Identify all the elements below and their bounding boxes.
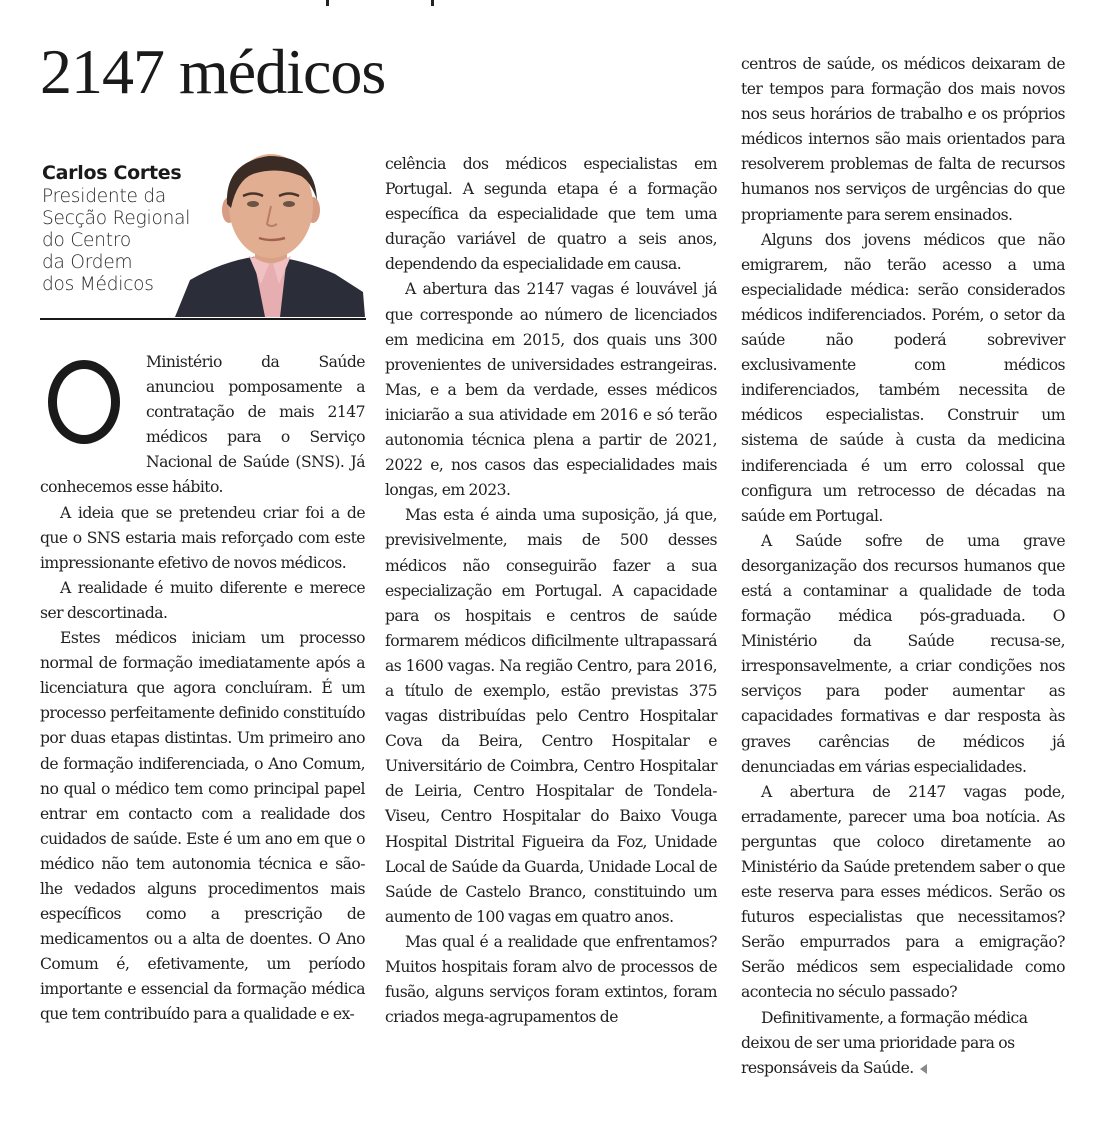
author-divider <box>40 318 366 320</box>
article-paragraph: A abertura de 2147 vagas pode, erradamente, parecer uma boa notícia. As perguntas que coloco diretamente ao Ministério da Saúde pretendem saber o que este reserva para esses médicos. Serão os futuros especialistas que necessitamos? Serão empurrados para a emigração? Serão médicos sem especialidade como acontecia no século passado? <box>741 782 1065 1002</box>
article-paragraph <box>741 1006 1065 1081</box>
author-photo <box>165 152 365 317</box>
author-portrait-illustration <box>165 152 365 317</box>
article-paragraph: A realidade é muito diferente e merece ser descortinada. <box>40 578 365 622</box>
article-paragraph: celência dos médicos especialistas em Portugal. A segunda etapa é a formação específica da especialidade que tem uma duração variável de quatro a seis anos, dependendo da especialidade em causa. <box>385 155 717 274</box>
article-paragraph: Mas qual é a realidade que enfrentamos? Muitos hospitais foram alvo de processos de fusão, alguns serviços foram extintos, foram criados mega-agrupamentos de <box>385 932 717 1027</box>
author-role-line: da Ordem <box>42 252 133 273</box>
article-paragraph: A abertura das 2147 vagas é louvável já que corresponde ao número de licenciados em medicina em 2015, dos quais uns 300 provenientes de universidades estrangeiras. Mas, e a bem da verdade, esses médicos iniciarão a sua atividade em 2016 e só terão autonomia técnica plena a partir de 2021, 2022 e, nos casos das especialidades mais longas, em 2023. <box>385 280 717 500</box>
paragraph-text: Definitivamente, a formação médica deixou de ser uma prioridade para os responsáveis da Saúde. <box>741 1008 1028 1077</box>
top-edge-marks <box>0 0 1096 8</box>
author-box <box>40 150 366 322</box>
author-role-line: Secção Regional <box>42 208 191 229</box>
drop-cap <box>40 352 138 452</box>
cropped-mark <box>431 0 434 6</box>
article-paragraph: A ideia que se pretendeu criar foi a de que o SNS estaria mais reforçado com este impressionante efetivo de novos médicos. <box>40 503 365 572</box>
article-paragraph: Mas esta é ainda uma suposição, já que, previsivelmente, mais de 500 desses médicos não conseguirão fazer a sua especialização em Portugal. A capacidade para os hospitais e centros de saúde formarem médicos dificilmente ultrapassará as 1600 vagas. Na região Centro, para 2016, a título de exemplo, estão previstas 375 vagas distribuídas pelo Centro Hospitalar Cova da Beira, Centro Hospitalar e Universitário de Coimbra, Centro Hospitalar de Leiria, Centro Hospitalar de Tondela-Viseu, Centro Hospitalar do Baixo Vouga Hospital Distrital Figueira da Foz, Unidade Local de Saúde da Guarda, Unidade Local de Saúde de Castelo Branco, constituindo um aumento de 100 vagas em quatro anos. <box>385 506 717 926</box>
article-paragraph: Alguns dos jovens médicos que não emigrarem, não terão acesso a uma especialidade médica: serão considerados médicos indiferenciados. Porém, o setor da saúde não poderá sobreviver exclusivamente com médicos indiferenciados, também necessita de médicos especialistas. Construir um sistema de saúde à custa da medicina indiferenciada é um erro colossal que configura um retrocesso de décadas na saúde em Portugal. <box>741 230 1065 525</box>
author-role-line: do Centro <box>42 230 131 251</box>
paragraph-text: Ministério da Saúde anunciou pomposamente a contratação de mais 2147 médicos para o Serviço Nacional de Saúde (SNS). Já conhecemos esse hábito. <box>40 353 365 497</box>
article-column-1 <box>40 350 365 1028</box>
article-paragraph: Estes médicos iniciam um processo normal de formação imediatamente após a licenciatura que agora concluíram. É um processo perfeitamente definido constituído por duas etapas distintas. Um primeiro ano de formação indiferenciada, o Ano Comum, no qual o médico tem como principal papel entrar em contacto com a realidade dos cuidados de saúde. Este é um ano em que o médico não tem autonomia técnica e são-lhe vedados alguns procedimentos mais específicos como a prescrição de medicamentos ou a alta de doentes. O Ano Comum é, efetivamente, um período importante e essencial da formação médica que tem contribuído para a qualidade e ex- <box>40 629 365 1024</box>
article-column-2 <box>385 152 717 1030</box>
drop-cap-o-glyph <box>48 360 120 444</box>
author-name: Carlos Cortes <box>42 162 182 184</box>
author-role-line: Presidente da <box>42 186 167 207</box>
end-triangle-icon <box>920 1064 927 1074</box>
article-paragraph <box>40 350 365 501</box>
article-column-3 <box>741 52 1065 1081</box>
headline: 2147 médicos <box>40 36 386 107</box>
drop-cap-letter <box>40 352 41 353</box>
article-paragraph: A Saúde sofre de uma grave desorganização dos recursos humanos que está a contaminar a qualidade de toda formação médica pós-graduada. O Ministério da Saúde recusa-se, irresponsavelmente, a criar condições nos serviços para poder aumentar as capacidades formativas e dar resposta às graves carências de médicos já denunciadas em várias especialidades. <box>741 531 1065 776</box>
author-role-line: dos Médicos <box>42 274 154 295</box>
article-paragraph: centros de saúde, os médicos deixaram de ter tempos para formação dos mais novos nos seus horários de trabalho e os próprios médicos internos são mais orientados para resolverem problemas de falta de recursos humanos nos serviços de urgências do que propriamente para serem ensinados. <box>741 55 1065 224</box>
cropped-mark <box>326 0 329 6</box>
